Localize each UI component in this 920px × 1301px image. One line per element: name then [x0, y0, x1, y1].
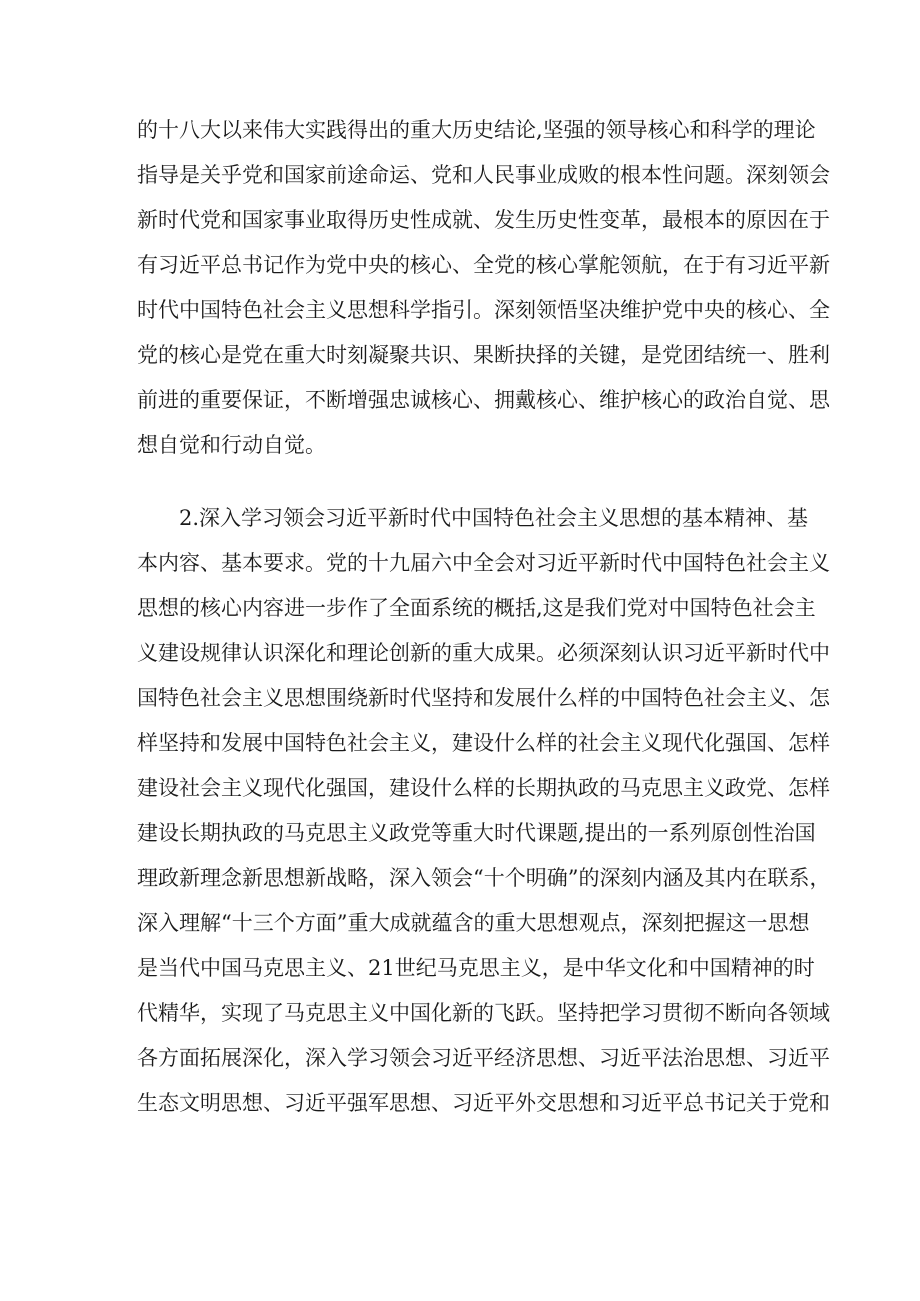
- paragraph-line: 代精华，实现了马克思主义中国化新的飞跃。坚持把学习贯彻不断向各领域: [137, 1001, 830, 1025]
- paragraph-line: 是当代中国马克思主义、21世纪马克思主义，是中华文化和中国精神的时: [137, 956, 815, 980]
- paragraph-line: 深入理解“十三个方面”重大成就蕴含的重大思想观点，深刻把握这一思想: [137, 911, 810, 935]
- paragraph-line: 样坚持和发展中国特色社会主义，建设什么样的社会主义现代化强国、怎样: [137, 731, 830, 755]
- paragraph-line: 生态文明思想、习近平强军思想、习近平外交思想和习近平总书记关于党和: [137, 1091, 830, 1115]
- paragraph-line: 建设社会主义现代化强国，建设什么样的长期执政的马克思主义政党、怎样: [137, 776, 830, 800]
- paragraph-2: [137, 496, 831, 1126]
- paragraph-line: 想自觉和行动自觉。: [137, 433, 326, 457]
- paragraph-line: 国特色社会主义思想围绕新时代坚持和发展什么样的中国特色社会主义、怎: [137, 686, 830, 710]
- paragraph-line: 本内容、基本要求。党的十九届六中全会对习近平新时代中国特色社会主义: [137, 551, 830, 575]
- paragraph-line: 时代中国特色社会主义思想科学指引。深刻领悟坚决维护党中央的核心、全: [137, 298, 830, 322]
- paragraph-line: 有习近平总书记作为党中央的核心、全党的核心掌舵领航，在于有习近平新: [137, 253, 830, 277]
- paragraph-line: 建设长期执政的马克思主义政党等重大时代课题,提出的一系列原创性治国: [137, 821, 816, 845]
- paragraph-line: 指导是关乎党和国家前途命运、党和人民事业成败的根本性问题。深刻领会: [137, 163, 830, 187]
- paragraph-1: [137, 108, 830, 468]
- paragraph-line: 各方面拓展深化，深入学习领会习近平经济思想、习近平法治思想、习近平: [137, 1046, 830, 1070]
- paragraph-line: 前进的重要保证，不断增强忠诚核心、拥戴核心、维护核心的政治自觉、思: [137, 388, 830, 412]
- paragraph-line: 2.深入学习领会习近平新时代中国特色社会主义思想的基本精神、基: [179, 506, 809, 530]
- paragraph-line: 理政新理念新思想新战略，深入领会“十个明确”的深刻内涵及其内在联系，: [137, 866, 831, 890]
- paragraph-line: 新时代党和国家事业取得历史性成就、发生历史性变革，最根本的原因在于: [137, 208, 830, 232]
- paragraph-line: 党的核心是党在重大时刻凝聚共识、果断抉择的关键，是党团结统一、胜利: [137, 343, 830, 367]
- paragraph-line: 思想的核心内容进一步作了全面系统的概括,这是我们党对中国特色社会主: [137, 596, 816, 620]
- paragraph-line: 的十八大以来伟大实践得出的重大历史结论,坚强的领导核心和科学的理论: [137, 118, 816, 142]
- paragraph-line: 义建设规律认识深化和理论创新的重大成果。必须深刻认识习近平新时代中: [137, 641, 830, 665]
